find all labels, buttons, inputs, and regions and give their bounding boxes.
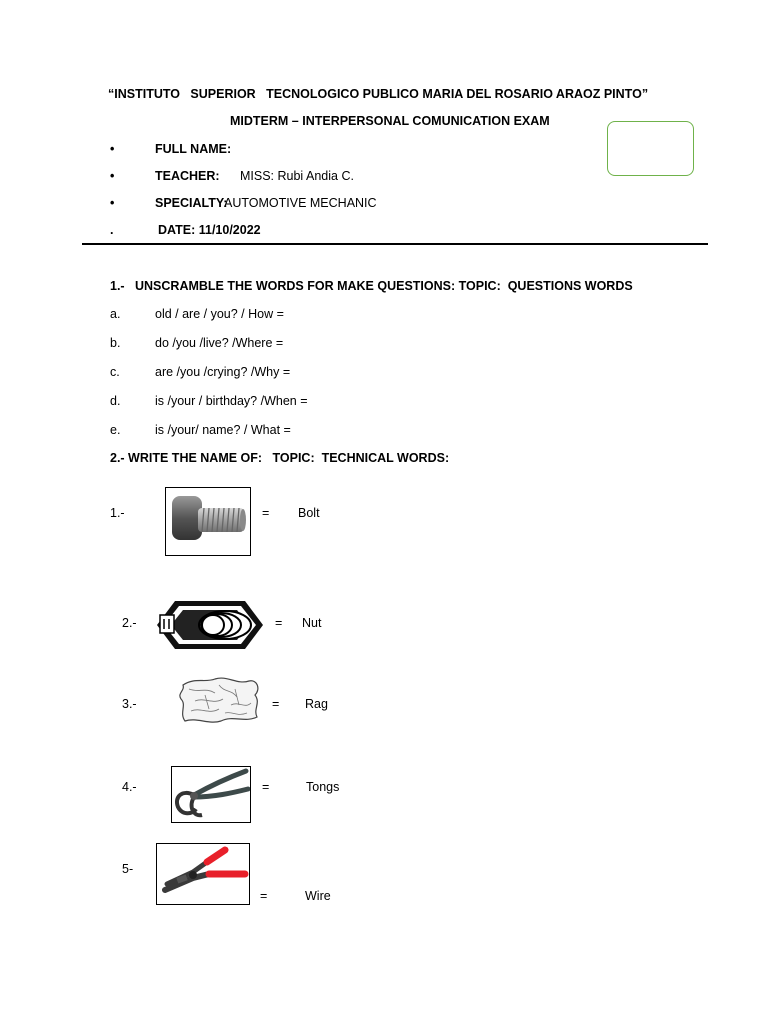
field-bullet: . xyxy=(110,223,114,237)
nut-icon xyxy=(155,597,266,653)
item-letter: c. xyxy=(110,365,120,379)
item-text: old / are / you? / How = xyxy=(155,307,284,321)
equals-sign: = xyxy=(260,889,268,903)
rag-icon xyxy=(175,675,263,725)
field-bullet: • xyxy=(110,196,115,210)
institute-title: “INSTITUTO SUPERIOR TECNOLOGICO PUBLICO MARIA DEL ROSARIO ARAOZ PINTO” xyxy=(108,87,649,101)
exam-title: MIDTERM – INTERPERSONAL COMUNICATION EXAM xyxy=(230,114,550,128)
specialty-label: SPECIALTY: xyxy=(155,196,228,210)
section1-title: 1.- UNSCRAMBLE THE WORDS FOR MAKE QUESTIONS: TOPIC: QUESTIONS WORDS xyxy=(110,279,633,293)
answer-text: Rag xyxy=(305,697,328,711)
answer-text: Tongs xyxy=(306,780,340,794)
field-bullet: • xyxy=(110,169,115,183)
wire-crimper-icon xyxy=(156,843,250,905)
equals-sign: = xyxy=(262,506,270,520)
item-number: 1.- xyxy=(110,506,125,520)
answer-text: Wire xyxy=(305,889,331,903)
field-bullet: • xyxy=(110,142,115,156)
item-number: 4.- xyxy=(122,780,137,794)
item-number: 5- xyxy=(122,862,134,876)
item-letter: b. xyxy=(110,336,121,350)
header-divider xyxy=(82,243,708,245)
grade-box xyxy=(607,121,694,176)
section2-title: 2.- WRITE THE NAME OF: TOPIC: TECHNICAL WORDS: xyxy=(110,451,450,465)
tongs-icon xyxy=(171,766,251,823)
answer-text: Nut xyxy=(302,616,322,630)
teacher-label: TEACHER: xyxy=(155,169,220,183)
item-text: do /you /live? /Where = xyxy=(155,336,284,350)
item-letter: a. xyxy=(110,307,121,321)
item-number: 3.- xyxy=(122,697,137,711)
equals-sign: = xyxy=(275,616,283,630)
answer-text: Bolt xyxy=(298,506,320,520)
item-number: 2.- xyxy=(122,616,137,630)
date-label: DATE: 11/10/2022 xyxy=(158,223,261,237)
equals-sign: = xyxy=(262,780,270,794)
full-name-label: FULL NAME: xyxy=(155,142,232,156)
item-letter: e. xyxy=(110,423,121,437)
item-text: is /your/ name? / What = xyxy=(155,423,291,437)
specialty-value: AUTOMOTIVE MECHANIC xyxy=(224,196,377,210)
bolt-icon xyxy=(165,487,251,556)
item-text: are /you /crying? /Why = xyxy=(155,365,291,379)
teacher-value: MISS: Rubi Andia C. xyxy=(240,169,354,183)
equals-sign: = xyxy=(272,697,280,711)
item-letter: d. xyxy=(110,394,121,408)
item-text: is /your / birthday? /When = xyxy=(155,394,308,408)
